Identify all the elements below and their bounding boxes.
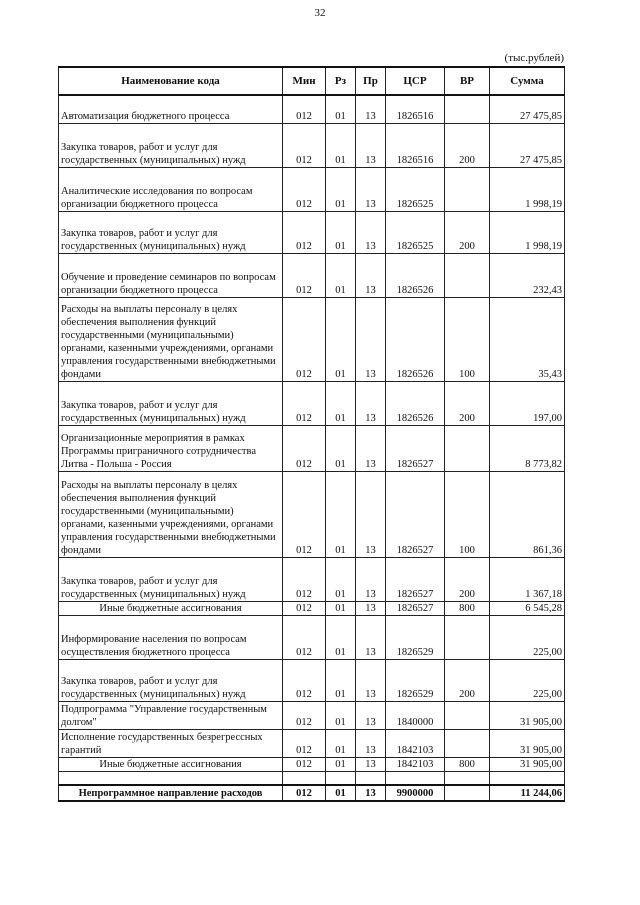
row-name: Расходы на выплаты персоналу в целях обеспечения выполнения функций государственными (муниципальными) органами, казенными учреждениями, органами управления государственными внебюджетными фондами xyxy=(59,297,283,381)
row-sum: 197,00 xyxy=(490,381,565,425)
row-name: Иные бюджетные ассигнования xyxy=(59,601,283,615)
budget-table xyxy=(58,66,565,802)
row-min: 012 xyxy=(283,729,326,757)
row-sum: 861,36 xyxy=(490,471,565,557)
header-rz: Рз xyxy=(326,67,356,95)
header-vr: ВР xyxy=(445,67,490,95)
row-min: 012 xyxy=(283,601,326,615)
row-min: 012 xyxy=(283,123,326,167)
row-csr: 1826525 xyxy=(386,211,445,253)
row-pr: 13 xyxy=(356,601,386,615)
row-pr: 13 xyxy=(356,381,386,425)
row-rz: 01 xyxy=(326,757,356,771)
row-csr: 1826527 xyxy=(386,557,445,601)
row-vr: 200 xyxy=(445,381,490,425)
row-min: 012 xyxy=(283,615,326,659)
row-rz: 01 xyxy=(326,95,356,123)
row-pr: 13 xyxy=(356,123,386,167)
row-sum: 27 475,85 xyxy=(490,123,565,167)
row-sum: 232,43 xyxy=(490,253,565,297)
header-min: Мин xyxy=(283,67,326,95)
table-row xyxy=(59,123,565,167)
row-csr: 1826526 xyxy=(386,381,445,425)
row-rz: 01 xyxy=(326,601,356,615)
row-name: Автоматизация бюджетного процесса xyxy=(59,95,283,123)
row-csr: 1826516 xyxy=(386,123,445,167)
header-pr: Пр xyxy=(356,67,386,95)
row-pr: 13 xyxy=(356,167,386,211)
page-number: 32 xyxy=(314,7,326,19)
table-row xyxy=(59,425,565,471)
row-sum: 35,43 xyxy=(490,297,565,381)
row-vr: 800 xyxy=(445,757,490,771)
summary-sum: 11 244,06 xyxy=(490,785,565,801)
row-rz: 01 xyxy=(326,659,356,701)
row-name: Закупка товаров, работ и услуг для государственных (муниципальных) нужд xyxy=(59,557,283,601)
row-vr xyxy=(445,253,490,297)
row-vr: 100 xyxy=(445,297,490,381)
row-csr: 1826529 xyxy=(386,659,445,701)
summary-rz: 01 xyxy=(326,785,356,801)
table-row xyxy=(59,381,565,425)
summary-row xyxy=(59,785,565,801)
row-csr: 1826529 xyxy=(386,615,445,659)
header-csr: ЦСР xyxy=(386,67,445,95)
row-name: Аналитические исследования по вопросам организации бюджетного процесса xyxy=(59,167,283,211)
table-row xyxy=(59,757,565,771)
row-min: 012 xyxy=(283,253,326,297)
row-min: 012 xyxy=(283,557,326,601)
row-pr: 13 xyxy=(356,211,386,253)
row-min: 012 xyxy=(283,167,326,211)
row-sum: 31 905,00 xyxy=(490,729,565,757)
row-csr: 1842103 xyxy=(386,757,445,771)
row-pr: 13 xyxy=(356,729,386,757)
row-vr xyxy=(445,615,490,659)
row-name: Иные бюджетные ассигнования xyxy=(59,757,283,771)
row-pr: 13 xyxy=(356,701,386,729)
header-sum: Сумма xyxy=(490,67,565,95)
summary-min: 012 xyxy=(283,785,326,801)
row-sum: 31 905,00 xyxy=(490,701,565,729)
row-pr: 13 xyxy=(356,253,386,297)
row-name: Закупка товаров, работ и услуг для государственных (муниципальных) нужд xyxy=(59,381,283,425)
row-min: 012 xyxy=(283,701,326,729)
row-vr xyxy=(445,701,490,729)
row-vr: 200 xyxy=(445,211,490,253)
row-rz: 01 xyxy=(326,167,356,211)
row-name: Закупка товаров, работ и услуг для государственных (муниципальных) нужд xyxy=(59,659,283,701)
row-rz: 01 xyxy=(326,729,356,757)
row-csr: 1826526 xyxy=(386,297,445,381)
table-row xyxy=(59,601,565,615)
row-name: Расходы на выплаты персоналу в целях обеспечения выполнения функций государственными (муниципальными) органами, казенными учреждениями, органами управления государственными внебюджетными фондами xyxy=(59,471,283,557)
row-pr: 13 xyxy=(356,659,386,701)
row-min: 012 xyxy=(283,425,326,471)
row-csr: 1826527 xyxy=(386,601,445,615)
row-csr: 1826526 xyxy=(386,253,445,297)
row-sum: 225,00 xyxy=(490,615,565,659)
row-sum: 1 367,18 xyxy=(490,557,565,601)
table-row xyxy=(59,211,565,253)
row-name: Закупка товаров, работ и услуг для государственных (муниципальных) нужд xyxy=(59,211,283,253)
table-row xyxy=(59,95,565,123)
row-min: 012 xyxy=(283,381,326,425)
row-rz: 01 xyxy=(326,297,356,381)
row-rz: 01 xyxy=(326,123,356,167)
row-sum: 8 773,82 xyxy=(490,425,565,471)
row-vr: 200 xyxy=(445,123,490,167)
spacer-row xyxy=(59,771,565,785)
table-header-row xyxy=(59,67,565,95)
header-name: Наименование кода xyxy=(59,67,283,95)
row-pr: 13 xyxy=(356,297,386,381)
row-vr xyxy=(445,95,490,123)
row-vr xyxy=(445,167,490,211)
row-rz: 01 xyxy=(326,253,356,297)
table-row xyxy=(59,297,565,381)
table-row xyxy=(59,729,565,757)
row-vr: 200 xyxy=(445,557,490,601)
row-sum: 225,00 xyxy=(490,659,565,701)
row-pr: 13 xyxy=(356,471,386,557)
row-rz: 01 xyxy=(326,425,356,471)
row-pr: 13 xyxy=(356,757,386,771)
row-vr xyxy=(445,425,490,471)
row-name: Исполнение государственных безрегрессных гарантий xyxy=(59,729,283,757)
row-csr: 1826527 xyxy=(386,471,445,557)
row-csr: 1826525 xyxy=(386,167,445,211)
row-csr: 1842103 xyxy=(386,729,445,757)
row-sum: 6 545,28 xyxy=(490,601,565,615)
table-row xyxy=(59,253,565,297)
table-row xyxy=(59,167,565,211)
row-min: 012 xyxy=(283,757,326,771)
row-min: 012 xyxy=(283,297,326,381)
row-name: Подпрограмма "Управление государственным долгом" xyxy=(59,701,283,729)
row-vr xyxy=(445,729,490,757)
row-pr: 13 xyxy=(356,425,386,471)
row-sum: 27 475,85 xyxy=(490,95,565,123)
row-rz: 01 xyxy=(326,701,356,729)
row-min: 012 xyxy=(283,659,326,701)
summary-vr xyxy=(445,785,490,801)
row-min: 012 xyxy=(283,95,326,123)
row-pr: 13 xyxy=(356,557,386,601)
summary-name: Непрограммное направление расходов xyxy=(59,785,283,801)
row-sum: 1 998,19 xyxy=(490,167,565,211)
row-vr: 800 xyxy=(445,601,490,615)
row-csr: 1826516 xyxy=(386,95,445,123)
summary-pr: 13 xyxy=(356,785,386,801)
table-row xyxy=(59,557,565,601)
table-row xyxy=(59,659,565,701)
row-name: Закупка товаров, работ и услуг для государственных (муниципальных) нужд xyxy=(59,123,283,167)
row-min: 012 xyxy=(283,211,326,253)
units-note: (тыс.рублей) xyxy=(504,52,564,64)
row-csr: 1826527 xyxy=(386,425,445,471)
row-name: Обучение и проведение семинаров по вопросам организации бюджетного процесса xyxy=(59,253,283,297)
row-sum: 31 905,00 xyxy=(490,757,565,771)
row-vr: 100 xyxy=(445,471,490,557)
row-min: 012 xyxy=(283,471,326,557)
row-rz: 01 xyxy=(326,211,356,253)
table-row xyxy=(59,615,565,659)
row-name: Организационные мероприятия в рамках Программы приграничного сотрудничества Литва - Польша - Россия xyxy=(59,425,283,471)
row-sum: 1 998,19 xyxy=(490,211,565,253)
row-pr: 13 xyxy=(356,95,386,123)
row-rz: 01 xyxy=(326,557,356,601)
row-rz: 01 xyxy=(326,471,356,557)
table-row xyxy=(59,471,565,557)
row-vr: 200 xyxy=(445,659,490,701)
row-pr: 13 xyxy=(356,615,386,659)
row-rz: 01 xyxy=(326,381,356,425)
row-csr: 1840000 xyxy=(386,701,445,729)
row-name: Информирование населения по вопросам осуществления бюджетного процесса xyxy=(59,615,283,659)
summary-csr: 9900000 xyxy=(386,785,445,801)
row-rz: 01 xyxy=(326,615,356,659)
table-row xyxy=(59,701,565,729)
